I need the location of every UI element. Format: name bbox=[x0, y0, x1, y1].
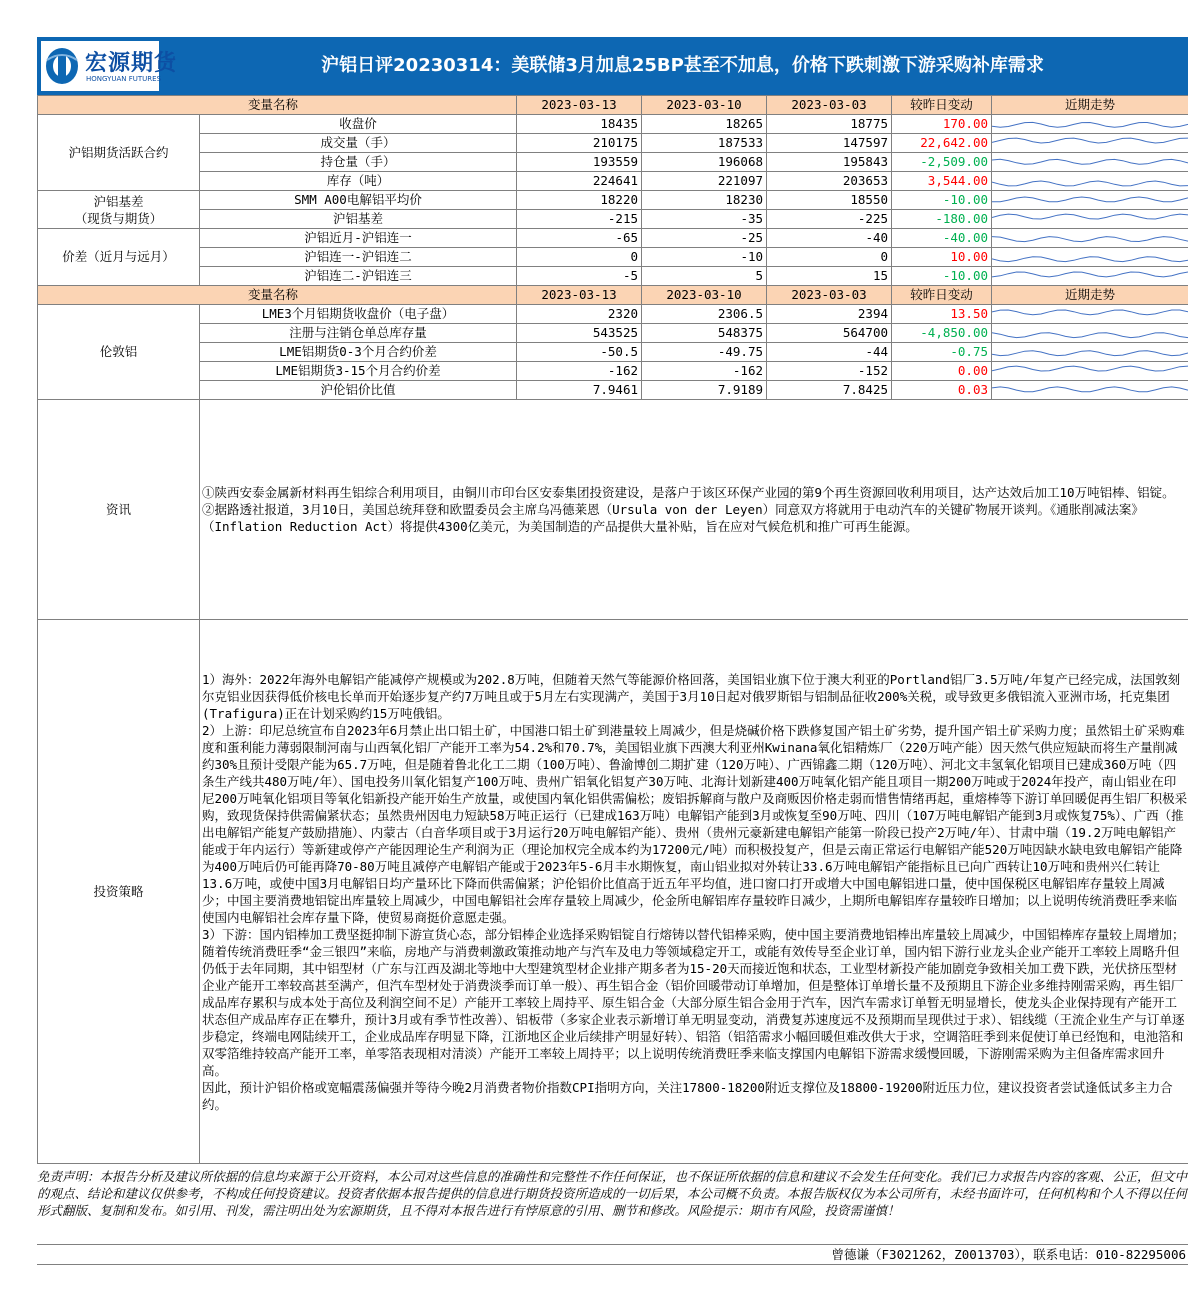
data-table bbox=[37, 95, 1188, 1164]
column-header: 近期走势 bbox=[992, 96, 1188, 115]
value-cell: -10 bbox=[642, 248, 767, 267]
change-cell: 13.50 bbox=[892, 305, 992, 324]
sparkline bbox=[992, 134, 1188, 152]
trend-cell bbox=[992, 115, 1188, 134]
table-row bbox=[38, 229, 1188, 248]
row-label: 沪伦铝价比值 bbox=[200, 381, 517, 400]
news-content bbox=[200, 400, 1188, 620]
row-label: LME3个月铝期货收盘价（电子盘） bbox=[200, 305, 517, 324]
trend-cell bbox=[992, 267, 1188, 286]
value-cell: 18550 bbox=[767, 191, 892, 210]
table-row bbox=[38, 172, 1188, 191]
value-cell: 147597 bbox=[767, 134, 892, 153]
row-label: 沪铝连一-沪铝连二 bbox=[200, 248, 517, 267]
change-cell: -4,850.00 bbox=[892, 324, 992, 343]
table-row bbox=[38, 210, 1188, 229]
sparkline bbox=[992, 172, 1188, 190]
value-cell: -49.75 bbox=[642, 343, 767, 362]
column-header: 2023-03-13 bbox=[517, 96, 642, 115]
sparkline bbox=[992, 191, 1188, 209]
category-line: 沪铝基差 bbox=[93, 193, 144, 209]
change-cell: -10.00 bbox=[892, 191, 992, 210]
strategy-paragraph: 2）上游：印尼总统宣布自2023年6月禁止出口铝土矿，中国港口铝土矿到港量较上周减少，但是烧碱价格下跌修复国产铝土矿劣势，提升国产铝土矿采购力度；虽然铝土矿采购难度和蛋利能力薄弱限制河南与山西氧化铝厂产能开工率为54.2%和70.7%，美国铝业旗下西澳大利亚州Kwinana氧化铝精炼厂（220万吨产能）因天然气供应短缺而将生产量削减约30%且预计受限产能为65.7万吨，但是随着鲁北化工二期（100万吨）、鲁渝博创二期扩建（120万吨）、广西锦鑫二期（120万吨）、河北文丰氢氧化铝项目已建成360万吨（四条生产线共480万吨/年）、国电投务川氧化铝复产100万吨、贵州广铝氧化铝复产30万吨、北海计划新建400万吨氧化铝产能且项目一期200万吨或于2024年投产，南山铝业在印尼200万吨氧化铝项目等氧化铝新投产能开始生产放量，或使国内氧化铝供需偏松；废铝拆解商与散户及商贩因价格走弱而惜售情绪再起，重熔棒等下游订单回暖促再生铝厂积极采购，致现货保持供需偏紧状态；虽然贵州因电力短缺58万吨正运行（已建成163万吨）电解铝产能到3月或恢复至90万吨、四川（107万吨电解铝产能到3月或恢复75%）、广西（推出电解铝产能复产鼓励措施）、内蒙古（白音华项目或于3月运行20万吨电解铝产能）、贵州（贵州元豪新建电解铝产能第一阶段已投产2万吨/年）、甘肃中瑞（19.2万吨电解铝产能或于年内运行）等新建或停产产能因理论生产利润为正（理论加权完全成本约为17200元/吨）而积极投复产，但是云南正常运行电解铝产能520万吨因缺水缺电致电解铝产能降为400万吨后仍可能再降70-80万吨且减停产电解铝产能或于2023年5-6月丰水期恢复，南山铝业拟对外转让33.6万吨电解铝产能指标且已向广西转让10万吨和贵州兴仁转让13.6万吨，或使中国3月电解铝日均产量环比下降而供需偏紧；沪伦铝价比值高于近五年平均值，进口窗口打开或增大中国电解铝进口量，使中国保税区电解铝库存量较上周减少；中国主要消费地铝锭出库量较上周减少，中国电解铝社会库存量较上周减少，伦金所电解铝库存量较昨日减少，上期所电解铝库存量较昨日增加；以上说明传统消费旺季来临使国内电解铝社会库存量下降，使贸易商挺价意愿走强。 bbox=[202, 722, 1188, 925]
row-label: 沪铝连二-沪铝连三 bbox=[200, 267, 517, 286]
value-cell: 18435 bbox=[517, 115, 642, 134]
table-row bbox=[38, 324, 1188, 343]
row-label: LME铝期货3-15个月合约价差 bbox=[200, 362, 517, 381]
strategy-row bbox=[38, 620, 1188, 1164]
sparkline bbox=[992, 248, 1188, 266]
table-row bbox=[38, 153, 1188, 172]
column-header: 2023-03-03 bbox=[767, 96, 892, 115]
value-cell: 195843 bbox=[767, 153, 892, 172]
report-header bbox=[37, 37, 1188, 95]
change-cell: -180.00 bbox=[892, 210, 992, 229]
value-cell: -5 bbox=[517, 267, 642, 286]
value-cell: -152 bbox=[767, 362, 892, 381]
category-label bbox=[38, 191, 200, 229]
value-cell: -215 bbox=[517, 210, 642, 229]
table-row bbox=[38, 343, 1188, 362]
logo-english-text: HONGYUAN FUTURES bbox=[86, 75, 162, 83]
sparkline bbox=[992, 153, 1188, 171]
strategy-paragraph: 1）海外：2022年海外电解铝产能减停产规模或为202.8万吨，但随着天然气等能源价格回落，美国铝业旗下位于澳大利亚的Portland铝厂3.5万吨/年复产已经完成，法国敦刻尔克铝业因获得低价核电长单而开始逐步复产约7万吨且或于5月左右实现满产，美国于3月10日起对俄罗斯铝与铝制品征收200%关税，或导致更多俄铝流入亚洲市场，托克集团(Trafigura)正在计划采购约15万吨俄铝。 bbox=[202, 671, 1181, 721]
value-cell: 196068 bbox=[642, 153, 767, 172]
sparkline bbox=[992, 267, 1188, 285]
change-cell: -40.00 bbox=[892, 229, 992, 248]
change-cell: 22,642.00 bbox=[892, 134, 992, 153]
value-cell: 187533 bbox=[642, 134, 767, 153]
trend-cell bbox=[992, 343, 1188, 362]
sparkline bbox=[992, 115, 1188, 133]
value-cell: -162 bbox=[517, 362, 642, 381]
report-sheet bbox=[37, 37, 1188, 1265]
category-label: 价差（近月与远月） bbox=[38, 229, 200, 286]
table-header-row bbox=[38, 96, 1188, 115]
row-label: 库存（吨） bbox=[200, 172, 517, 191]
row-label: SMM A00电解铝平均价 bbox=[200, 191, 517, 210]
category-label: 伦敦铝 bbox=[38, 305, 200, 400]
column-header: 2023-03-10 bbox=[642, 286, 767, 305]
news-paragraph: ①陕西安泰金属新材料再生铝综合利用项目，由铜川市印台区安泰集团投资建设，是落户于该区环保产业园的第9个再生资源回收利用项目，达产达效后加工10万吨铝棒、铝锭。 bbox=[202, 485, 1175, 500]
logo-icon bbox=[45, 46, 79, 86]
report-title: 沪铝日评20230314：美联储3月加息25BP甚至不加息，价格下跌刺激下游采购补库需求 bbox=[321, 55, 1044, 76]
value-cell: -162 bbox=[642, 362, 767, 381]
value-cell: 0 bbox=[517, 248, 642, 267]
value-cell: 18220 bbox=[517, 191, 642, 210]
column-header: 2023-03-10 bbox=[642, 96, 767, 115]
change-cell: 3,544.00 bbox=[892, 172, 992, 191]
sparkline bbox=[992, 343, 1188, 361]
sparkline bbox=[992, 362, 1188, 380]
value-cell: 0 bbox=[767, 248, 892, 267]
row-label: 收盘价 bbox=[200, 115, 517, 134]
column-header: 变量名称 bbox=[38, 286, 517, 305]
news-label: 资讯 bbox=[38, 400, 200, 620]
trend-cell bbox=[992, 248, 1188, 267]
value-cell: 564700 bbox=[767, 324, 892, 343]
trend-cell bbox=[992, 229, 1188, 248]
sparkline bbox=[992, 210, 1188, 228]
strategy-paragraph: 因此，预计沪铝价格或宽幅震荡偏强并等待今晚2月消费者物价指数CPI指明方向，关注17800-18200附近支撑位及18800-19200附近压力位，建议投资者尝试逢低试多主力合约。 bbox=[202, 1079, 1173, 1112]
company-logo bbox=[41, 41, 178, 91]
trend-cell bbox=[992, 362, 1188, 381]
value-cell: -25 bbox=[642, 229, 767, 248]
change-cell: 0.03 bbox=[892, 381, 992, 400]
trend-cell bbox=[992, 134, 1188, 153]
value-cell: -40 bbox=[767, 229, 892, 248]
change-cell: -0.75 bbox=[892, 343, 992, 362]
value-cell: 18775 bbox=[767, 115, 892, 134]
row-label: 成交量（手） bbox=[200, 134, 517, 153]
trend-cell bbox=[992, 210, 1188, 229]
row-label: 沪铝基差 bbox=[200, 210, 517, 229]
value-cell: 18265 bbox=[642, 115, 767, 134]
column-header: 较昨日变动 bbox=[892, 96, 992, 115]
value-cell: 18230 bbox=[642, 191, 767, 210]
sparkline bbox=[992, 229, 1188, 247]
value-cell: 15 bbox=[767, 267, 892, 286]
sparkline bbox=[992, 324, 1188, 342]
trend-cell bbox=[992, 381, 1188, 400]
analyst-contact: 曾德谦（F3021262，Z0013703），联系电话：010-82295006 bbox=[37, 1244, 1188, 1265]
value-cell: 224641 bbox=[517, 172, 642, 191]
strategy-label: 投资策略 bbox=[38, 620, 200, 1164]
column-header: 较昨日变动 bbox=[892, 286, 992, 305]
change-cell: -10.00 bbox=[892, 267, 992, 286]
row-label: 沪铝近月-沪铝连一 bbox=[200, 229, 517, 248]
news-row bbox=[38, 400, 1188, 620]
value-cell: -44 bbox=[767, 343, 892, 362]
value-cell: 2394 bbox=[767, 305, 892, 324]
value-cell: 7.9189 bbox=[642, 381, 767, 400]
category-label: 沪铝期货活跃合约 bbox=[38, 115, 200, 191]
table-row bbox=[38, 191, 1188, 210]
change-cell: -2,509.00 bbox=[892, 153, 992, 172]
column-header: 近期走势 bbox=[992, 286, 1188, 305]
strategy-content bbox=[200, 620, 1188, 1164]
value-cell: 5 bbox=[642, 267, 767, 286]
row-label: 注册与注销仓单总库存量 bbox=[200, 324, 517, 343]
value-cell: 210175 bbox=[517, 134, 642, 153]
trend-cell bbox=[992, 324, 1188, 343]
table-header-row bbox=[38, 286, 1188, 305]
value-cell: 2306.5 bbox=[642, 305, 767, 324]
column-header: 变量名称 bbox=[38, 96, 517, 115]
table-row bbox=[38, 362, 1188, 381]
row-label: LME铝期货0-3个月合约价差 bbox=[200, 343, 517, 362]
value-cell: 221097 bbox=[642, 172, 767, 191]
value-cell: 7.9461 bbox=[517, 381, 642, 400]
logo-chinese-text: 宏源期货 bbox=[85, 51, 178, 76]
sparkline bbox=[992, 305, 1188, 323]
table-row bbox=[38, 267, 1188, 286]
value-cell: 7.8425 bbox=[767, 381, 892, 400]
strategy-paragraph: 3）下游：国内铝棒加工费坚挺抑制下游宣货心态，部分铝棒企业选择采购铝锭自行熔铸以替代铝棒采购，使中国主要消费地铝棒出库量较上周减少，中国铝棒库存量较上周增加；随着传统消费旺季“金三银四”来临，房地产与消费刺激政策推动地产与汽车及电力等领域稳定开工，或能有效传导至企业订单，国内铝下游行业龙头企业产能开工率较上周略升但仍低于去年同期，其中铝型材（广东与江西及湖北等地中大型建筑型材企业排产期多者为15-20天而接近饱和状态，工业型材新投产能加剧竞争致相关加工费下跌，光伏挤压型材企业产能开工率较高甚至满产，但汽车型材处于消费淡季而订单一般）、再生铝合金（铝价回暖带动订单增加，但是整体订单增长量不及预期且下游企业多维持刚需采购，再生铝厂成品库存累积与成本处于高位及利润空间不足）产能开工率较上周持平、原生铝合金（大部分原生铝合金用于汽车，因汽车需求订单暂无明显增长，使龙头企业保持现有产能开工状态但产成品库存正在攀升，预计3月或有季节性改善）、铝板带（多家企业表示新增订单无明显变动，消费复苏速度远不及预期而呈现供过于求）、铝线缆（王流企业生产与订单逐步稳定，终端电网陆续开工，企业成品库存明显下降，江浙地区企业后续排产明显好转）、铝箔（铝箔需求小幅回暖但难改供大于求，空调箔旺季到来促使订单已经饱和，电池箔和双零箔维持较高产能开工率，单零箔表现相对清淡）产能开工率较上周持平；以上说明传统消费旺季来临支撑国内电解铝下游需求缓慢回暖，下游刚需采购为主但备库需求回升高。 bbox=[202, 926, 1185, 1078]
table-row bbox=[38, 115, 1188, 134]
change-cell: 170.00 bbox=[892, 115, 992, 134]
value-cell: 193559 bbox=[517, 153, 642, 172]
trend-cell bbox=[992, 172, 1188, 191]
category-line: （现货与期货） bbox=[74, 210, 163, 226]
trend-cell bbox=[992, 191, 1188, 210]
column-header: 2023-03-13 bbox=[517, 286, 642, 305]
value-cell: -35 bbox=[642, 210, 767, 229]
value-cell: -65 bbox=[517, 229, 642, 248]
value-cell: -225 bbox=[767, 210, 892, 229]
table-row bbox=[38, 134, 1188, 153]
value-cell: 203653 bbox=[767, 172, 892, 191]
value-cell: 2320 bbox=[517, 305, 642, 324]
table-row bbox=[38, 305, 1188, 324]
news-paragraph: ②据路透社报道，3月10日，美国总统拜登和欧盟委员会主席乌冯德莱恩（Ursula von der Leyen）同意双方将就用于电动汽车的关键矿物展开谈判。《通胀削减法案》（Inflation Reduction Act）将提供4300亿美元，为美国制造的产品提供大量补贴，旨在应对气候危机和推广可再生能源。 bbox=[202, 502, 1144, 534]
value-cell: 543525 bbox=[517, 324, 642, 343]
trend-cell bbox=[992, 153, 1188, 172]
change-cell: 10.00 bbox=[892, 248, 992, 267]
value-cell: 548375 bbox=[642, 324, 767, 343]
table-row bbox=[38, 381, 1188, 400]
column-header: 2023-03-03 bbox=[767, 286, 892, 305]
row-label: 持仓量（手） bbox=[200, 153, 517, 172]
sparkline bbox=[992, 381, 1188, 399]
table-row bbox=[38, 248, 1188, 267]
trend-cell bbox=[992, 305, 1188, 324]
value-cell: -50.5 bbox=[517, 343, 642, 362]
change-cell: 0.00 bbox=[892, 362, 992, 381]
disclaimer: 免责声明：本报告分析及建议所依据的信息均来源于公开资料，本公司对这些信息的准确性和完整性不作任何保证，也不保证所依据的信息和建议不会发生任何变化。我们已力求报告内容的客观、公正，但文中的观点、结论和建议仅供参考，不构成任何投资建议。投资者依据本报告提供的信息进行期货投资所造成的一切后果，本公司概不负责。本报告版权仅为本公司所有，未经书面许可，任何机构和个人不得以任何形式翻版、复制和发布。如引用、刊发，需注明出处为宏源期货，且不得对本报告进行有悖原意的引用、删节和修改。风险提示：期市有风险，投资需谨慎！ bbox=[37, 1169, 1188, 1218]
